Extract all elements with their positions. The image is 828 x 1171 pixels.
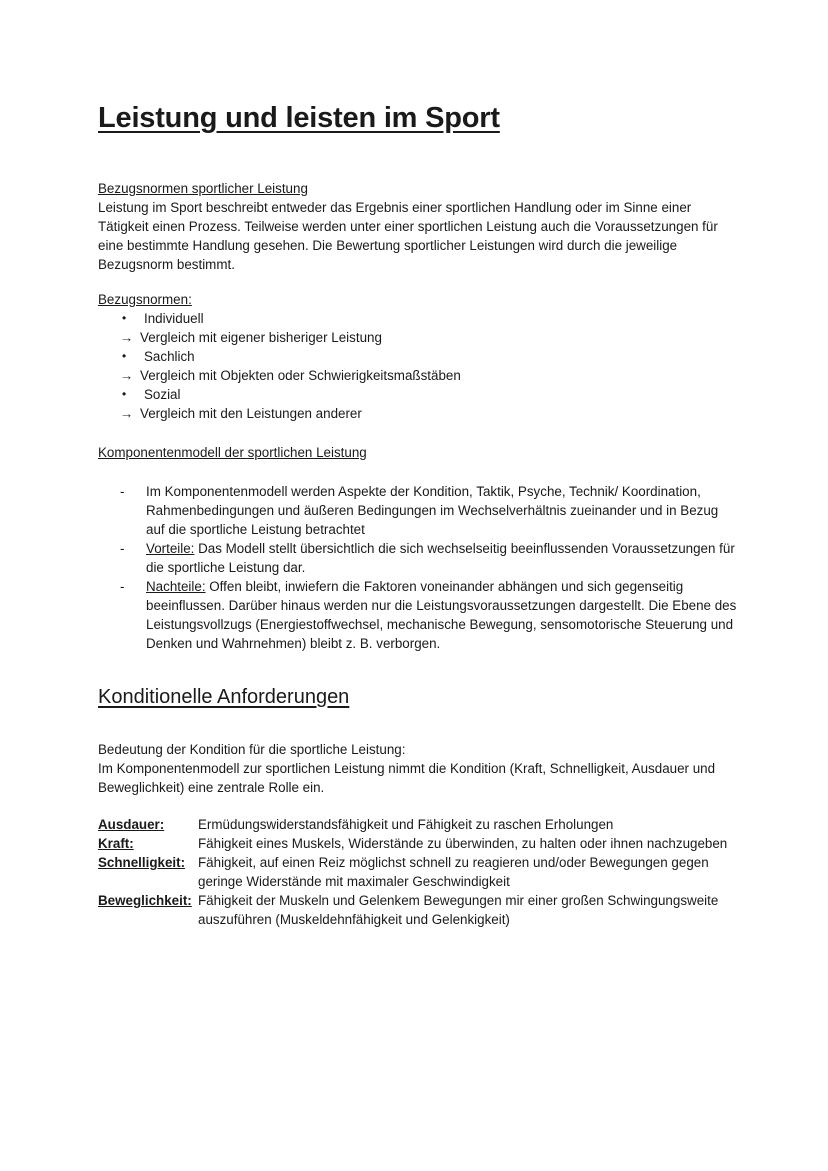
section-bezugsnormen-list (98, 290, 738, 423)
list-item-detail (98, 328, 738, 347)
arrow-right-icon: → (120, 368, 134, 383)
dash-list (98, 482, 738, 653)
arrow-right-icon: → (120, 406, 134, 421)
definition-desc: Fähigkeit, auf einen Reiz möglichst schnell zu reagieren und/oder Bewegungen gegen geringe Widerstände mit maximaler Geschwindigkeit (198, 855, 709, 889)
list-item-text (146, 539, 738, 577)
list-item (98, 309, 738, 328)
list-item (98, 385, 738, 404)
paragraph: Bedeutung der Kondition für die sportliche Leistung: (98, 742, 406, 757)
section-title-konditionelle-anforderungen: Konditionelle Anforderungen (98, 686, 350, 708)
definition-term: Schnelligkeit: (98, 855, 186, 870)
vorteile-text: Das Modell stellt übersichtlich die sich wechselseitig beeinflussenden Voraussetzungen für die sportliche Leistung dar. (146, 541, 735, 575)
dash-marker: - (120, 579, 125, 594)
definition-desc: Fähigkeit eines Muskels, Widerstände zu überwinden, zu halten oder ihnen nachzugeben (198, 836, 728, 851)
list-item-detail (98, 404, 738, 423)
definition-item (98, 891, 738, 929)
definition-list (98, 815, 738, 929)
page-title: Leistung und leisten im Sport (98, 102, 500, 134)
bullet-icon: • (122, 311, 127, 325)
definition-term: Ausdauer: (98, 817, 165, 832)
list-item (98, 539, 738, 577)
list-item (98, 577, 738, 653)
list-item-text (146, 577, 738, 653)
arrow-right-icon: → (120, 330, 134, 345)
list-item-text: Im Komponentenmodell werden Aspekte der Kondition, Taktik, Psyche, Technik/ Koordination, Rahmenbedingungen und äußeren Bedingungen im Wechselverhältnis zueinander und in Bezug auf die sportliche Leistung betrachtet (146, 484, 719, 537)
detail-text: Vergleich mit Objekten oder Schwierigkeitsmaßstäben (140, 368, 461, 383)
definition-item (98, 834, 738, 853)
detail-text: Vergleich mit den Leistungen anderer (140, 406, 362, 421)
paragraph: Leistung im Sport beschreibt entweder das Ergebnis einer sportlichen Handlung oder im Sinne einer Tätigkeit einen Prozess. Teilweise werden unter einer sportlichen Leistung auch die Voraussetzungen für eine bestimmte Handlung gesehen. Die Bewertung sportlicher Leistungen wird durch die jeweilige Bezugsnorm bestimmt. (98, 200, 718, 272)
list-heading: Bezugsnormen: (98, 292, 192, 307)
list-item (98, 347, 738, 366)
dash-marker: - (120, 541, 125, 556)
nachteile-text: Offen bleibt, inwiefern die Faktoren voneinander abhängen und sich gegenseitig beeinflussen. Darüber hinaus werden nur die Leistungsvoraussetzungen dargestellt. Die Ebene des Leistungsvollzugs (Energiestoffwechsel, mechanische Bewegung, sensomotorische Steuerung und Denken und Wahrnehmen) bleibt z. B. verborgen. (146, 579, 737, 651)
definition-desc: Fähigkeit der Muskeln und Gelenkem Bewegungen mir einer großen Schwingungsweite auszuführen (Muskeldehnfähigkeit und Gelenkigkeit) (198, 893, 719, 927)
list-item-label: Individuell (144, 311, 204, 326)
nachteile-label: Nachteile: (146, 579, 206, 594)
paragraph: Im Komponentenmodell zur sportlichen Leistung nimmt die Kondition (Kraft, Schnelligkeit, Ausdauer und Beweglichkeit) eine zentrale Rolle ein. (98, 761, 716, 795)
definition-desc: Ermüdungswiderstandsfähigkeit und Fähigkeit zu raschen Erholungen (198, 817, 614, 832)
section-komponentenmodell (98, 443, 738, 653)
definition-item (98, 853, 738, 891)
list-item-label: Sozial (144, 387, 181, 402)
vorteile-label: Vorteile: (146, 541, 195, 556)
bullet-icon: • (122, 349, 127, 363)
section-heading: Bezugsnormen sportlicher Leistung (98, 181, 308, 196)
section-kondition-intro (98, 740, 738, 797)
section-heading: Komponentenmodell der sportlichen Leistung (98, 445, 367, 460)
definition-item (98, 815, 738, 834)
detail-text: Vergleich mit eigener bisheriger Leistung (140, 330, 382, 345)
definition-term: Beweglichkeit: (98, 893, 192, 908)
definition-term: Kraft: (98, 836, 134, 851)
list-item-label: Sachlich (144, 349, 195, 364)
dash-marker: - (120, 484, 125, 499)
bullet-icon: • (122, 387, 127, 401)
list-item-detail (98, 366, 738, 385)
list-item (98, 482, 738, 539)
section-bezugsnormen-intro (98, 179, 738, 274)
